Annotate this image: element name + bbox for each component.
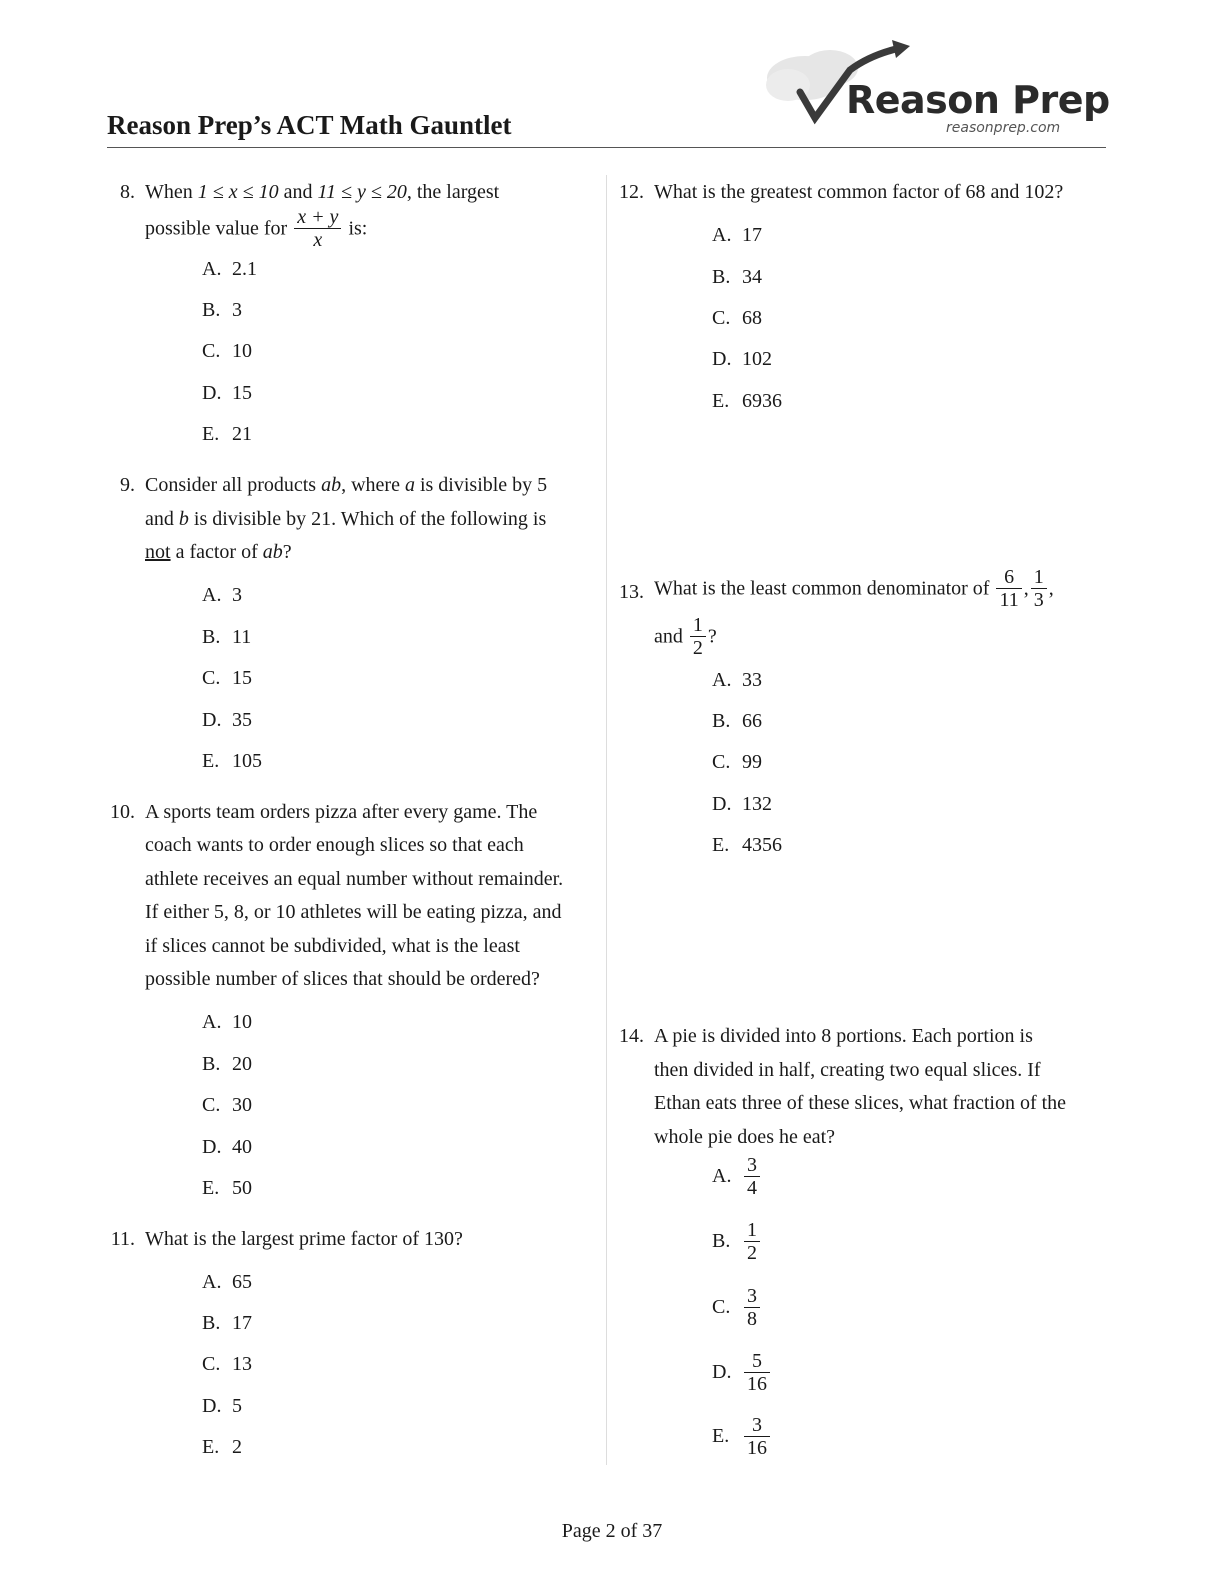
answer-choice[interactable]: C. 10 bbox=[202, 340, 252, 362]
answer-choice[interactable]: A. 3 bbox=[202, 584, 242, 606]
answer-choice[interactable]: D. 35 bbox=[202, 709, 252, 731]
answer-choice[interactable]: E. 4356 bbox=[712, 834, 782, 856]
fraction: $\frac{1}{2}$ bbox=[744, 1219, 760, 1264]
fraction: $\frac{3}{4}$ bbox=[744, 1154, 760, 1199]
answer-choice[interactable]: C. 30 bbox=[202, 1094, 252, 1116]
question-text-line: whole pie does he eat? bbox=[654, 1126, 836, 1148]
page-number: Page 2 of 37 bbox=[561, 1520, 663, 1542]
logo-text: Reason Prep bbox=[846, 78, 1110, 122]
answer-choice[interactable]: D. 102 bbox=[712, 348, 772, 370]
reason-prep-logo bbox=[760, 40, 1110, 140]
answer-choice[interactable]: B. 11 bbox=[202, 626, 252, 648]
answer-choice[interactable]: E. $\frac{3}{16}$ bbox=[712, 1414, 772, 1459]
answer-choice[interactable]: C. 15 bbox=[202, 667, 252, 689]
answer-choice[interactable]: B. $\frac{1}{2}$ bbox=[712, 1219, 762, 1264]
question-text-line: Ethan eats three of these slices, what fraction of the bbox=[654, 1092, 1067, 1114]
question-text-line: What is the greatest common factor of 68 and 102? bbox=[654, 181, 1064, 203]
question-text-line: If either 5, 8, or 10 athletes will be eating pizza, and bbox=[145, 901, 562, 923]
answer-choice[interactable]: B. 17 bbox=[202, 1312, 252, 1334]
answer-choice[interactable]: C. $\frac{3}{8}$ bbox=[712, 1285, 762, 1330]
question-text-line: A pie is divided into 8 portions. Each portion is bbox=[654, 1025, 1033, 1047]
fraction: $\frac{1}{2}$ bbox=[690, 614, 706, 659]
answer-choice[interactable]: A. 17 bbox=[712, 224, 762, 246]
answer-choice[interactable]: D. 40 bbox=[202, 1136, 252, 1158]
answer-choice[interactable]: C. 68 bbox=[712, 307, 762, 329]
answer-choice[interactable]: A. 65 bbox=[202, 1271, 252, 1293]
answer-choice[interactable]: B. 66 bbox=[712, 710, 762, 732]
fraction: $\frac{6}{11}$ bbox=[996, 566, 1021, 611]
answer-choice[interactable]: E. 2 bbox=[202, 1436, 242, 1458]
answer-choice[interactable]: E. 21 bbox=[202, 423, 252, 445]
question-text-line: athlete receives an equal number without remainder. bbox=[145, 868, 564, 890]
header-rule bbox=[107, 147, 1106, 148]
question-text-line: What is the least common denominator of $\frac{6}{11}$ , $\frac{1}{3}$ , bbox=[654, 566, 1054, 611]
fraction: $\frac{3}{16}$ bbox=[744, 1414, 770, 1459]
question-text-line: then divided in half, creating two equal slices. If bbox=[654, 1059, 1041, 1081]
question-number: 14. bbox=[619, 1025, 644, 1047]
question-text-line: Consider all products ab, where a is divisible by 5 bbox=[145, 474, 548, 496]
answer-choice[interactable]: A. 2.1 bbox=[202, 258, 257, 280]
question-text-line: possible number of slices that should be ordered? bbox=[145, 968, 540, 990]
answer-choice[interactable]: C. 99 bbox=[712, 751, 762, 773]
question-text-line: What is the largest prime factor of 130? bbox=[145, 1228, 463, 1250]
fraction: $\frac{5}{16}$ bbox=[744, 1350, 770, 1395]
question-text-line: if slices cannot be subdivided, what is the least bbox=[145, 935, 520, 957]
question-text-line: and b is divisible by 21. Which of the following is bbox=[145, 508, 547, 530]
question-text-line: possible value for $\frac{x + y}{x}$ is: bbox=[145, 206, 368, 251]
question-text-line: A sports team orders pizza after every game. The bbox=[145, 801, 538, 823]
question-number: 13. bbox=[619, 581, 644, 603]
page-title: Reason Prep’s ACT Math Gauntlet bbox=[107, 110, 512, 140]
answer-choice[interactable]: B. 3 bbox=[202, 299, 242, 321]
answer-choice[interactable]: D. $\frac{5}{16}$ bbox=[712, 1350, 772, 1395]
fraction: $\frac{1}{3}$ bbox=[1031, 566, 1047, 611]
answer-choice[interactable]: B. 20 bbox=[202, 1053, 252, 1075]
fraction: $\frac{x + y}{x}$ bbox=[294, 206, 341, 251]
answer-choice[interactable]: C. 13 bbox=[202, 1353, 252, 1375]
answer-choice[interactable]: E. 105 bbox=[202, 750, 262, 772]
question-text-line: When 1 ≤ x ≤ 10 and 11 ≤ y ≤ 20, the largest bbox=[145, 181, 500, 203]
question-number: 9. bbox=[120, 474, 135, 496]
question-text-line: coach wants to order enough slices so that each bbox=[145, 834, 524, 856]
answer-choice[interactable]: A. 10 bbox=[202, 1011, 252, 1033]
answer-choice[interactable]: B. 34 bbox=[712, 266, 762, 288]
answer-choice[interactable]: E. 50 bbox=[202, 1177, 252, 1199]
question-number: 11. bbox=[110, 1228, 135, 1250]
answer-choice[interactable]: D. 5 bbox=[202, 1395, 242, 1417]
answer-choice[interactable]: D. 15 bbox=[202, 382, 252, 404]
answer-choice[interactable]: A. $\frac{3}{4}$ bbox=[712, 1154, 762, 1199]
column-divider bbox=[606, 175, 607, 1465]
logo-url: reasonprep.com bbox=[946, 120, 1061, 136]
inequality: 11 ≤ y ≤ 20 bbox=[317, 181, 407, 203]
question-text-line: and $\frac{1}{2}$ ? bbox=[654, 614, 717, 659]
question-number: 8. bbox=[120, 181, 135, 203]
question-text-line: not a factor of ab? bbox=[145, 541, 292, 563]
answer-choice[interactable]: D. 132 bbox=[712, 793, 772, 815]
answer-choice[interactable]: E. 6936 bbox=[712, 390, 782, 412]
answer-choice[interactable]: A. 33 bbox=[712, 669, 762, 691]
fraction: $\frac{3}{8}$ bbox=[744, 1285, 760, 1330]
inequality: 1 ≤ x ≤ 10 bbox=[197, 181, 279, 203]
question-number: 12. bbox=[619, 181, 644, 203]
question-number: 10. bbox=[110, 801, 135, 823]
